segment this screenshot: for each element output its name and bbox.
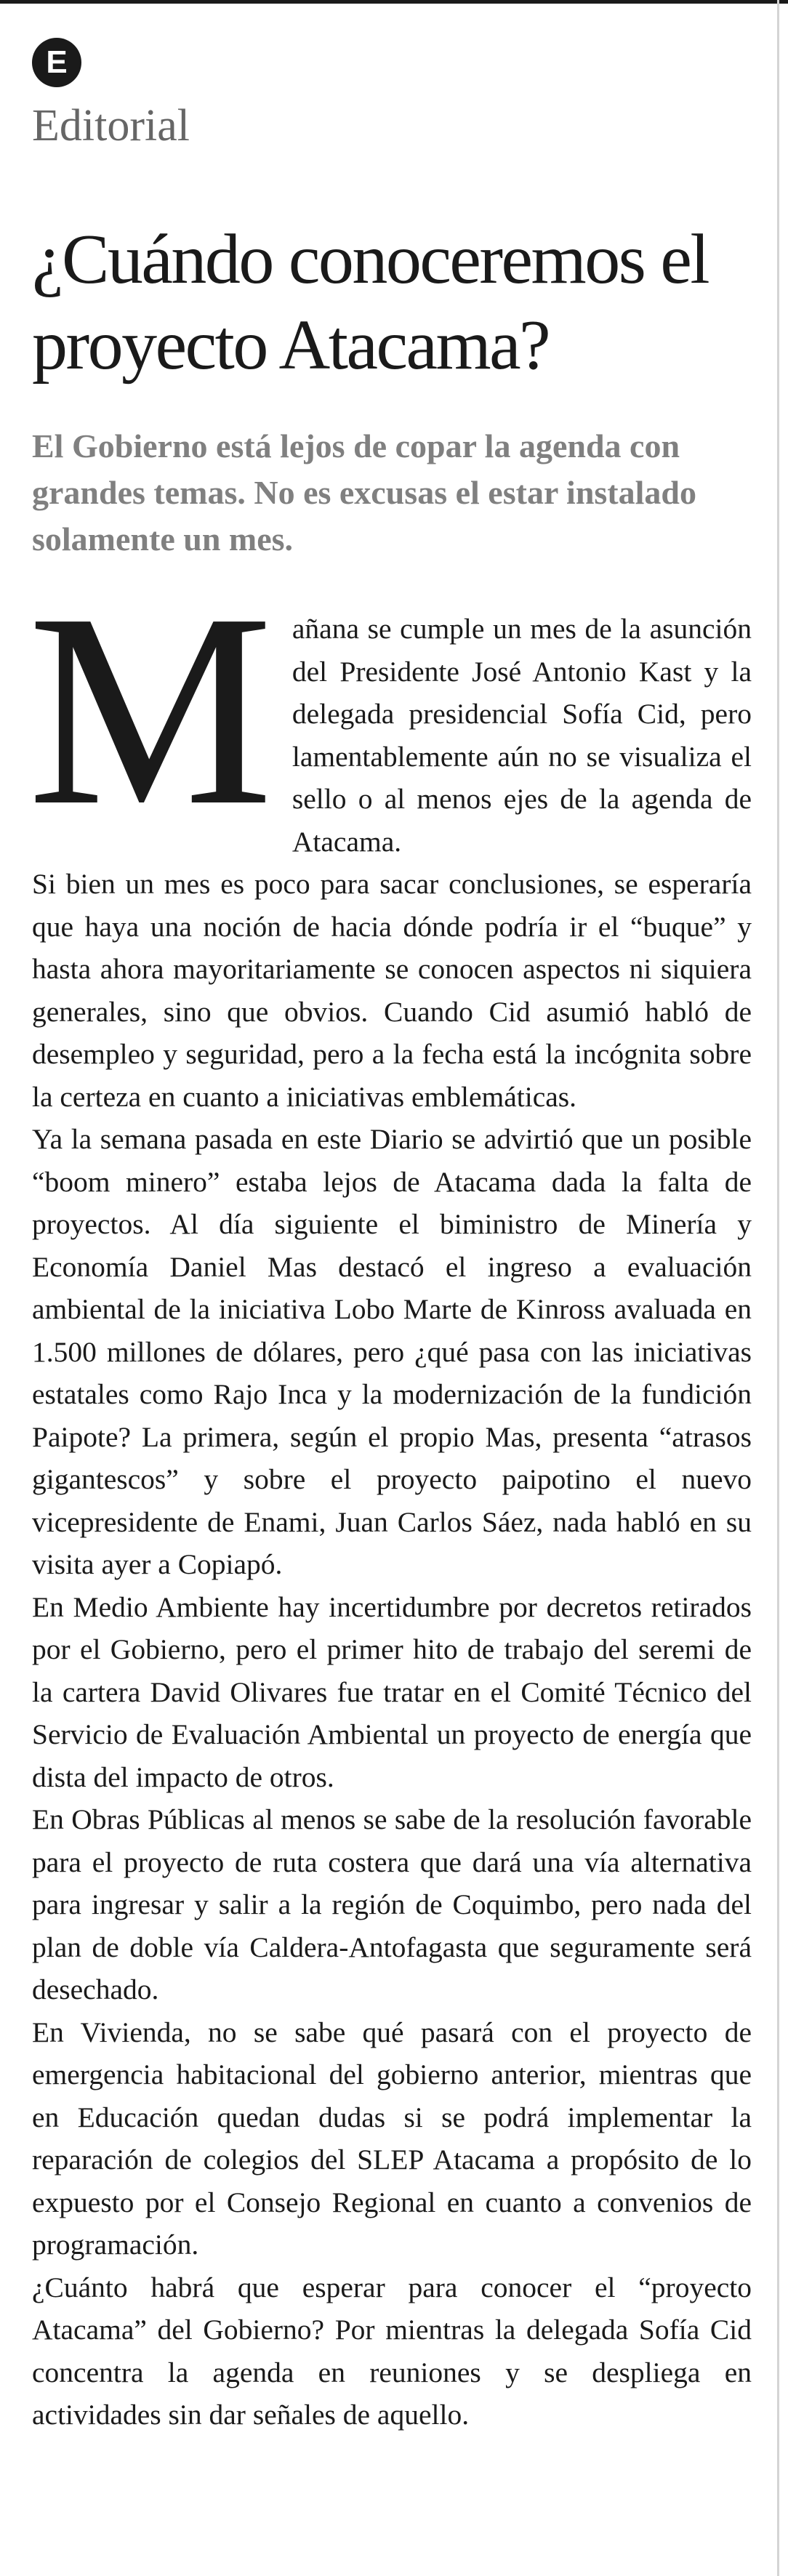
paragraph: ¿Cuánto habrá que esperar para conocer el “proyecto Atacama” del Gobierno? Por mientras la delegada Sofía Cid concentra la agenda en reuniones y se despliega en actividades sin dar señales de aquello. xyxy=(32,2271,752,2431)
drop-cap: M xyxy=(28,557,273,863)
paragraph: Ya la semana pasada en este Diario se advirtió que un posible “boom minero” estaba lejos de Atacama dada la falta de proyectos. Al día siguiente el biministro de Minería y Economía Daniel Mas destacó el ingreso a evaluación ambiental de la iniciativa Lobo Marte de Kinross avaluada en 1.500 millones de dólares, pero ¿qué pasa con las iniciativas estatales como Rajo Inca y la modernización de la fundición Paipote? La primera, según el propio Mas, presenta “atrasos gigantescos” y sobre el proyecto paipotino el nuevo vicepresidente de Enami, Juan Carlos Sáez, nada habló en su visita ayer a Copiapó. xyxy=(32,1123,752,1580)
column-divider xyxy=(777,0,779,2576)
paragraph: En Vivienda, no se sabe qué pasará con el proyecto de emergencia habitacional del gobierno anterior, mientras que en Educación quedan dudas si se podrá implementar la reparación de colegios del SLEP Atacama a propósito de lo expuesto por el Consejo Regional en cuanto a convenios de programación. xyxy=(32,2016,752,2261)
paragraph xyxy=(28,557,752,863)
section-badge: E xyxy=(32,38,81,87)
deck: El Gobierno está lejos de copar la agenda con grandes temas. No es excusas el estar instalado solamente un mes. xyxy=(32,427,696,558)
section-name: Editorial xyxy=(32,101,190,150)
paragraph: En Medio Ambiente hay incertidumbre por decretos retirados por el Gobierno, pero el primer hito de trabajo del seremi de la cartera David Olivares fue tratar en el Comité Técnico del Servicio de Evaluación Ambiental un proyecto de energía que dista del impacto de otros. xyxy=(32,1590,752,1793)
top-rule xyxy=(0,0,788,4)
paragraph: En Obras Públicas al menos se sabe de la resolución favorable para el proyecto de ruta costera que dará una vía alternativa para ingresar y salir a la región de Coquimbo, pero nada del plan de doble vía Caldera-Antofagasta que seguramente será desechado. xyxy=(32,1803,752,2005)
headline: ¿Cuándo conoceremos el proyecto Atacama? xyxy=(32,220,709,385)
paragraph: Si bien un mes es poco para sacar conclusiones, se esperaría que haya una noción de hacia dónde podría ir el “buque” y hasta ahora mayoritariamente se conocen aspectos ni siquiera generales, sino que obvios. Cuando Cid asumió habló de desempleo y seguridad, pero a la fecha está la incógnita sobre la certeza en cuanto a iniciativas emblemáticas. xyxy=(32,868,752,1113)
article-body xyxy=(28,557,752,2436)
paragraph-text: añana se cumple un mes de la asunción del Presidente José Antonio Kast y la delegada presidencial Sofía Cid, pero lamentablemente aún no se visualiza el sello o al menos ejes de la agenda de Atacama. xyxy=(292,613,752,858)
